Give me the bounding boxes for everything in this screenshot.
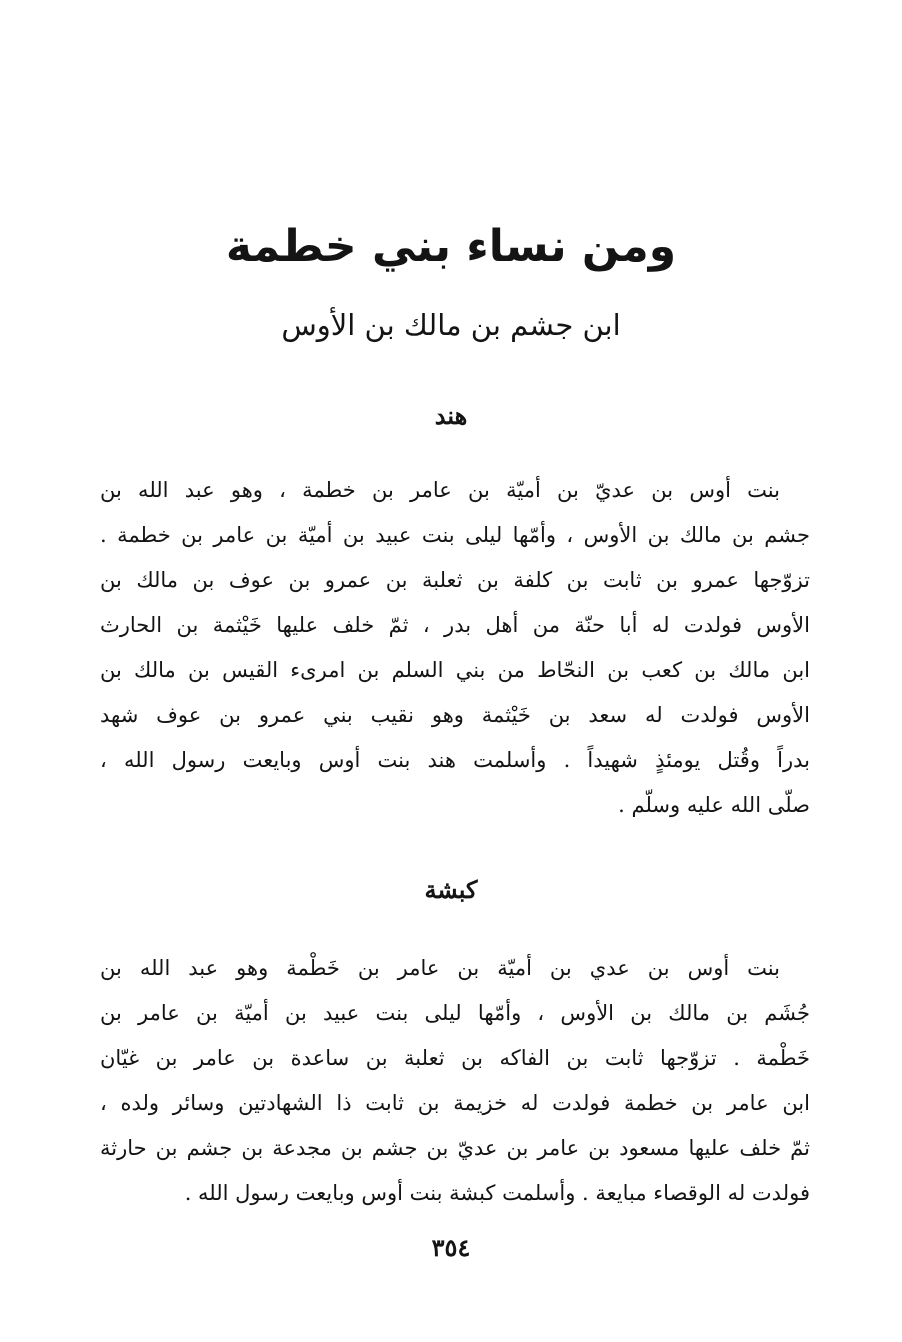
page-number: ٣٥٤: [431, 1233, 471, 1262]
section-body-hind: [100, 468, 810, 828]
text-line: جُشَم بن مالك بن الأوس ، وأمّها ليلى بنت عبيد بن أميّة بن عامر بن: [100, 1001, 810, 1025]
text-line: ابن مالك بن كعب بن النحّاط من بني السلم بن امرىء القيس بن مالك بن: [100, 658, 810, 682]
section-heading-hind: هند: [434, 401, 468, 430]
text-line: الأوس فولدت له سعد بن خَيْثمة وهو نقيب بني عمرو بن عوف شهد: [100, 703, 810, 727]
text-line: ابن عامر بن خطمة فولدت له خزيمة بن ثابت ذا الشهادتين وسائر ولده ،: [100, 1091, 810, 1115]
text-line: تزوّجها عمرو بن ثابت بن كلفة بن ثعلبة بن عمرو بن عوف بن مالك بن: [100, 568, 810, 592]
text-line: ثمّ خلف عليها مسعود بن عامر بن عديّ بن جشم بن مجدعة بن جشم بن حارثة: [100, 1136, 810, 1160]
section-heading-kabsha: كبشة: [424, 875, 478, 904]
text-line: جشم بن مالك بن الأوس ، وأمّها ليلى بنت عبيد بن أميّة بن عامر بن خطمة .: [100, 523, 810, 547]
text-line: بنت أوس بن عديّ بن أميّة بن عامر بن خطمة ، وهو عبد الله بن: [100, 478, 780, 502]
chapter-title: ومن نساء بني خطمة: [225, 221, 677, 272]
chapter-subtitle: ابن جشم بن مالك بن الأوس: [281, 308, 621, 342]
text-line: الأوس فولدت له أبا حنّة من أهل بدر ، ثمّ خلف عليها خَيْثمة بن الحارث: [100, 613, 810, 637]
section-body-kabsha: [100, 946, 810, 1216]
text-line: خَطْمة . تزوّجها ثابت بن الفاكه بن ثعلبة بن ساعدة بن عامر بن غيّان: [100, 1046, 810, 1070]
text-line: بنت أوس بن عدي بن أميّة بن عامر بن خَطْمة وهو عبد الله بن: [100, 956, 780, 980]
text-line: بدراً وقُتل يومئذٍ شهيداً . وأسلمت هند بنت أوس وبايعت رسول الله ،: [100, 748, 810, 772]
text-line: فولدت له الوقصاء مبايعة . وأسلمت كبشة بنت أوس وبايعت رسول الله .: [184, 1181, 810, 1205]
text-line: صلّى الله عليه وسلّم .: [618, 793, 810, 817]
